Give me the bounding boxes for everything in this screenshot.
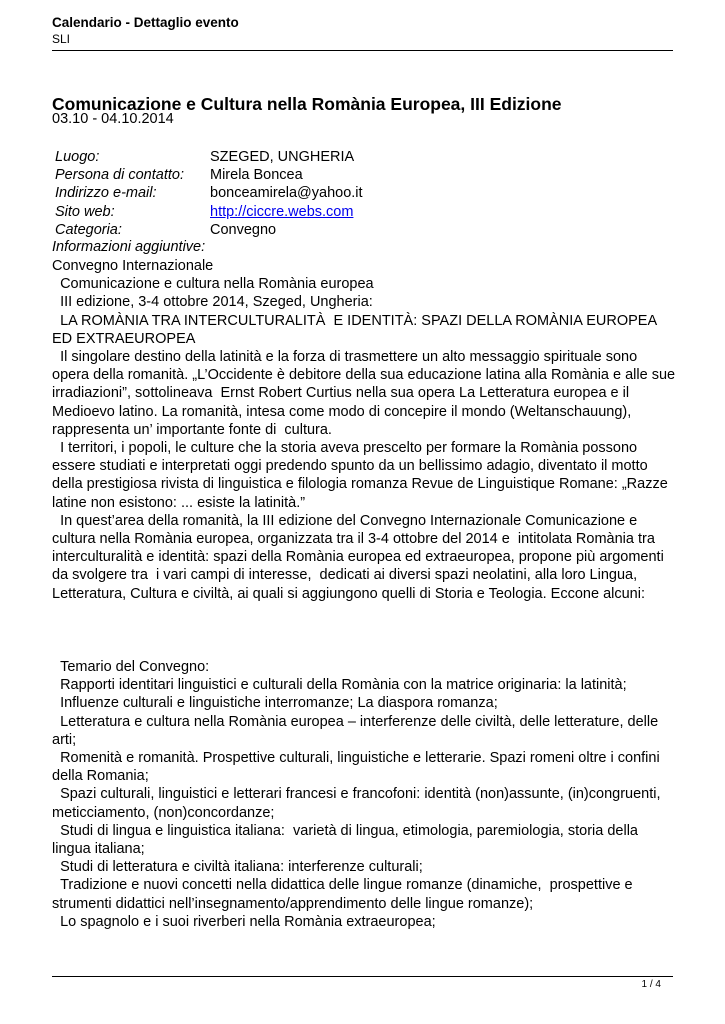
location-label: Luogo:: [55, 149, 100, 165]
description-part-1: [52, 257, 680, 603]
header-divider: [52, 50, 673, 51]
paragraph: III edizione, 3-4 ottobre 2014, Szeged, Ungheria:: [52, 294, 373, 311]
paragraph: Il singolare destino della latinità e la forza di trasmettere un alto messaggio spirituale sono opera della romanità. „L’Occidente è debitore della sua educazione latina alla Romània e alle sue irradiazioni”, sottolineava Ernst Robert Curtius nella sua opera La Letteratura europea e il Medioevo latino. La romanità, intesa come modo di concepire il mondo (Weltanschauung), rappresenta un’ importante fonte di cultura.: [52, 349, 680, 438]
paragraph: Spazi culturali, linguistici e letterari francesi e francofoni: identità (non)assunte, (in)congruenti, meticciamento, (non)concordanze;: [52, 786, 665, 821]
header-title: Calendario - Dettaglio evento: [52, 15, 239, 30]
contact-row: [55, 166, 363, 184]
paragraph: LA ROMÀNIA TRA INTERCULTURALITÀ E IDENTITÀ: SPAZI DELLA ROMÀNIA EUROPEA ED EXTRAEUROPEA: [52, 312, 661, 347]
event-title: Comunicazione e Cultura nella Romània Europea, III Edizione: [52, 94, 562, 114]
description-part-2: [52, 658, 677, 931]
paragraph: Lo spagnolo e i suoi riverberi nella Romània extraeuropea;: [52, 913, 436, 930]
paragraph: Rapporti identitari linguistici e culturali della Romània con la matrice originaria: la latinità;: [52, 677, 627, 694]
page-number: 1 / 4: [641, 979, 661, 990]
paragraph: Romenità e romanità. Prospettive culturali, linguistiche e letterarie. Spazi romeni oltre i confini della Romania;: [52, 750, 664, 785]
location-row: [55, 148, 363, 166]
category-value: Convegno: [210, 221, 277, 238]
email-row: [55, 184, 363, 202]
contact-label: Persona di contatto:: [55, 167, 184, 184]
email-value: bonceamirela@yahoo.it: [210, 185, 363, 202]
paragraph: Studi di lingua e linguistica italiana: varietà di lingua, etimologia, paremiologia, storia della lingua italiana;: [52, 822, 643, 858]
event-details: [55, 148, 363, 239]
email-label: Indirizzo e-mail:: [55, 185, 157, 202]
website-row: [55, 203, 363, 221]
paragraph: Convegno Internazionale: [52, 258, 214, 274]
category-row: [55, 221, 363, 239]
paragraph: Tradizione e nuovi concetti nella didattica delle lingue romanze (dinamiche, prospettive e strumenti didattici nell’insegnamento/apprendimento delle lingue romanze);: [52, 877, 637, 912]
website-link[interactable]: http://ciccre.webs.com: [210, 203, 354, 220]
footer-divider: [52, 976, 673, 977]
additional-info-label: Informazioni aggiuntive:: [52, 239, 206, 255]
paragraph: Temario del Convegno:: [52, 659, 210, 675]
paragraph: Comunicazione e cultura nella Romània europea: [52, 276, 374, 293]
event-dates: 03.10 - 04.10.2014: [52, 111, 174, 127]
paragraph: Influenze culturali e linguistiche interromanze; La diaspora romanza;: [52, 695, 498, 712]
website-label: Sito web:: [55, 203, 115, 220]
contact-value: Mirela Boncea: [210, 167, 303, 184]
paragraph: Studi di letteratura e civiltà italiana: interferenze culturali;: [52, 859, 423, 876]
paragraph: I territori, i popoli, le culture che la storia aveva prescelto per formare la Romània possono essere studiati e interpretati oggi predendo spunto da un bellissimo adagio, diventato il motto della prestigiosa rivista di linguistica e filologia romanza Revue de Linguistique Romane: „Razze latine non esistono: ... esiste la latinità.”: [52, 440, 672, 511]
header-subtitle: SLI: [52, 32, 71, 46]
paragraph: In quest’area della romanità, la III edizione del Convegno Internazionale Comunicazione e cultura nella Romània europea, organizzata tra il 3-4 ottobre del 2014 e intitolata Romània tra interculturalità e identità: spazi della Romània europea ed extraeuropea, propone più argomenti da svolgere tra i vari campi di interesse, dedicati ai diversi spazi neolatini, alla loro Lingua, Letteratura, Cultura e civiltà, ai quali si aggiungono quelli di Storia e Teologia. Eccone alcuni:: [52, 512, 668, 602]
paragraph: Letteratura e cultura nella Romània europea – interferenze delle civiltà, delle letterature, delle arti;: [52, 713, 663, 748]
location-value: SZEGED, UNGHERIA: [210, 149, 355, 165]
category-label: Categoria:: [55, 221, 122, 238]
